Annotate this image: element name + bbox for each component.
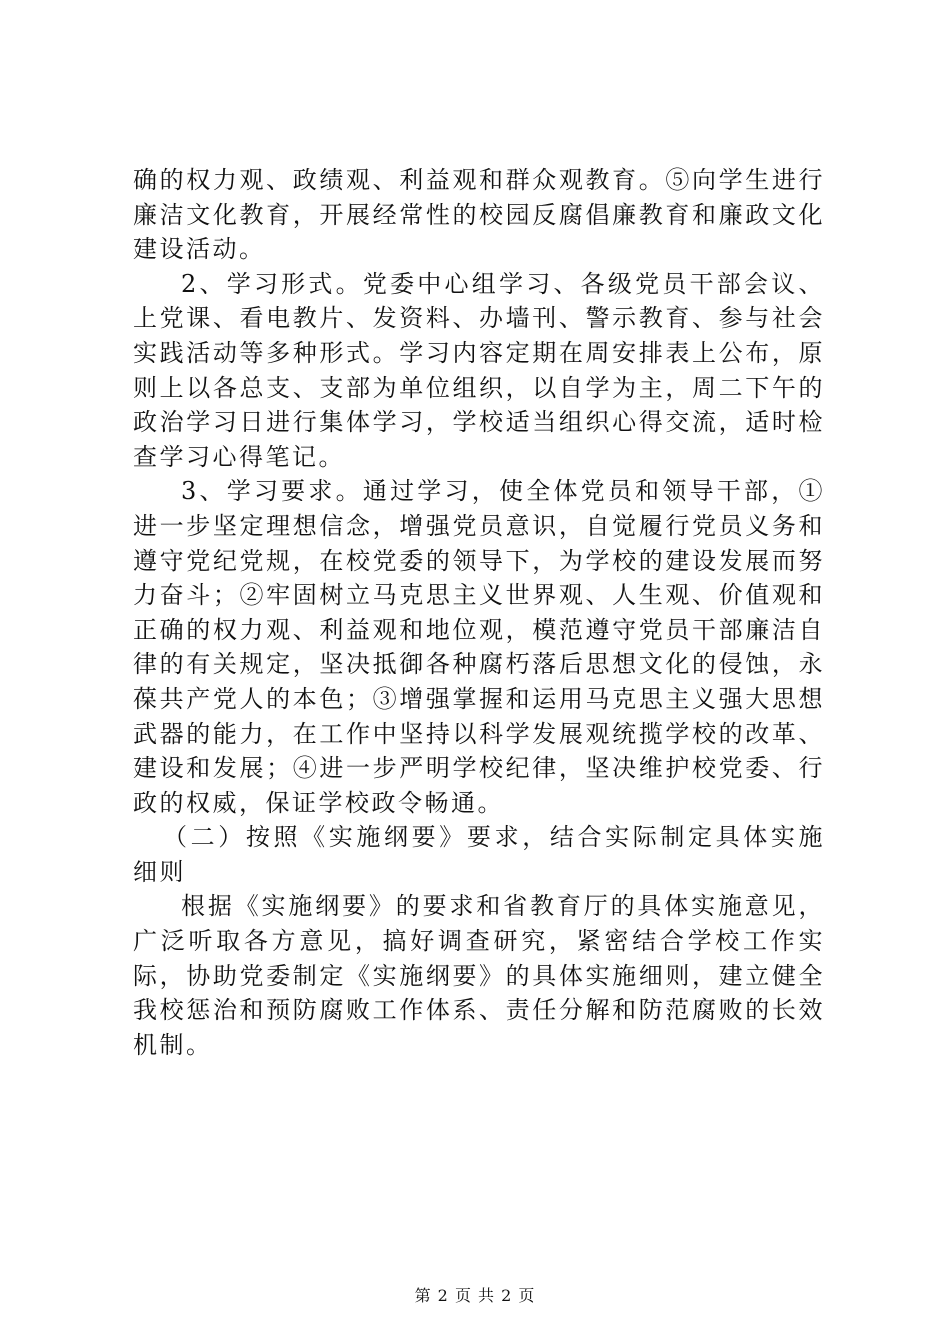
document-body <box>133 163 825 1062</box>
paragraph-continuation: 确的权力观、政绩观、利益观和群众观教育。⑤向学生进行廉洁文化教育，开展经常性的校园反腐倡廉教育和廉政文化建设活动。 <box>133 166 825 264</box>
paragraph-implementation: 根据《实施纲要》的要求和省教育厅的具体实施意见，广泛听取各方意见，搞好调查研究，紧密结合学校工作实际，协助党委制定《实施纲要》的具体实施细则，建立健全我校惩治和预防腐败工作体系、责任分解和防范腐败的长效机制。 <box>133 892 825 1059</box>
paragraph-study-format: 2、学习形式。党委中心组学习、各级党员干部会议、上党课、看电教片、发资料、办墙刊、警示教育、参与社会实践活动等多种形式。学习内容定期在周安排表上公布，原则上以各总支、支部为单位组织，以自学为主，周二下午的政治学习日进行集体学习，学校适当组织心得交流，适时检查学习心得笔记。 <box>133 269 825 471</box>
section-heading: （二）按照《实施纲要》要求，结合实际制定具体实施细则 <box>133 823 825 886</box>
paragraph-study-requirements: 3、学习要求。通过学习，使全体党员和领导干部，①进一步坚定理想信念，增强党员意识，自觉履行党员义务和遵守党纪党规，在校党委的领导下，为学校的建设发展而努力奋斗；②牢固树立马克思主义世界观、人生观、价值观和正确的权力观、利益观和地位观，模范遵守党员干部廉洁自律的有关规定，坚决抵御各种腐朽落后思想文化的侵蚀，永葆共产党人的本色；③增强掌握和运用马克思主义强大思想武器的能力，在工作中坚持以科学发展观统揽学校的改革、建设和发展；④进一步严明学校纪律，坚决维护校党委、行政的权威，保证学校政令畅通。 <box>133 477 825 817</box>
page-number-footer: 第 2 页 共 2 页 <box>414 1286 536 1305</box>
